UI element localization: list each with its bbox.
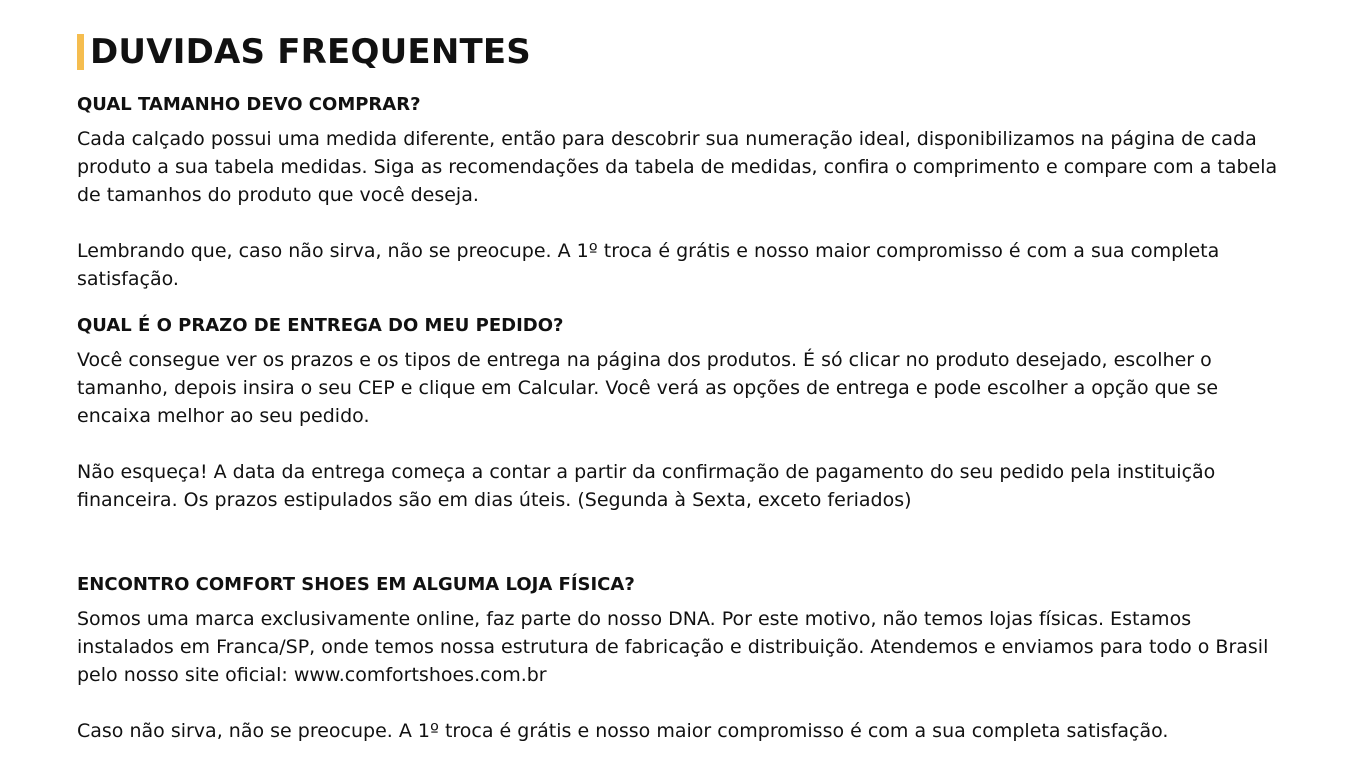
page-title-block	[77, 30, 531, 74]
faq-answer-paragraph: Não esqueça! A data da entrega começa a contar a partir da confirmação de pagamento do seu pedido pela instituição financeira. Os prazos estipulados são em dias úteis. (Segunda à Sexta, exceto feriados)	[77, 461, 1216, 511]
title-accent-bar	[77, 34, 84, 70]
faq-answer-paragraph: Cada calçado possui uma medida diferente, então para descobrir sua numeração ideal, disponibilizamos na página de cada produto a sua tabela medidas. Siga as recomendações da tabela de medidas, confira o comprimento e compare com a tabela de tamanhos do produto que você deseja.	[77, 128, 1278, 206]
faq-answer-paragraph: Somos uma marca exclusivamente online, faz parte do nosso DNA. Por este motivo, não temos lojas físicas. Estamos instalados em Franca/SP, onde temos nossa estrutura de fabricação e distribuição. Atendemos e enviamos para todo o Brasil pelo nosso site oficial: www.comfortshoes.com.br	[77, 608, 1269, 686]
faq-answer-paragraph: Você consegue ver os prazos e os tipos de entrega na página dos produtos. É só clicar no produto desejado, escolher o tamanho, depois insira o seu CEP e clique em Calcular. Você verá as opções de entrega e pode escolher a opção que se encaixa melhor ao seu pedido.	[77, 349, 1219, 427]
faq-answer-store	[77, 605, 1289, 745]
faq-question-store: ENCONTRO COMFORT SHOES EM ALGUMA LOJA FÍSICA?	[77, 574, 635, 595]
faq-question-size: QUAL TAMANHO DEVO COMPRAR?	[77, 94, 421, 115]
faq-answer-paragraph: Caso não sirva, não se preocupe. A 1º troca é grátis e nosso maior compromisso é com a sua completa satisfação.	[77, 720, 1169, 742]
page-title: DUVIDAS FREQUENTES	[90, 32, 531, 72]
faq-question-delivery: QUAL É O PRAZO DE ENTREGA DO MEU PEDIDO?	[77, 315, 564, 336]
faq-answer-paragraph: Lembrando que, caso não sirva, não se preocupe. A 1º troca é grátis e nosso maior compromisso é com a sua completa satisfação.	[77, 240, 1220, 290]
faq-answer-delivery	[77, 346, 1289, 514]
faq-answer-size	[77, 125, 1289, 293]
